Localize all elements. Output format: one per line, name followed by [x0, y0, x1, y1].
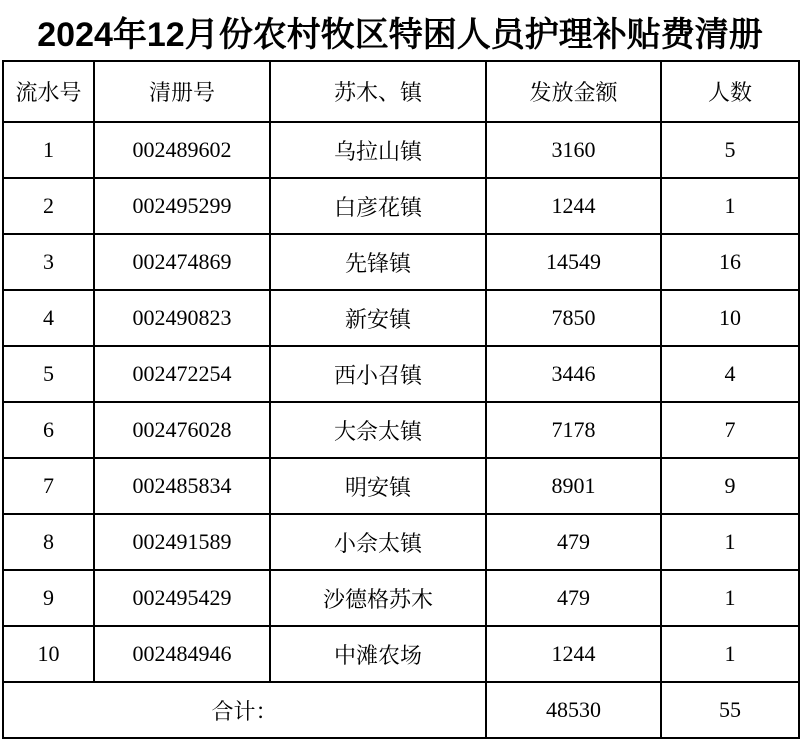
cell-register: 002485834 [94, 458, 270, 514]
table-row [3, 458, 799, 514]
cell-serial: 6 [3, 402, 94, 458]
cell-town: 沙德格苏木 [270, 570, 486, 626]
cell-register: 002490823 [94, 290, 270, 346]
cell-register: 002474869 [94, 234, 270, 290]
cell-register: 002476028 [94, 402, 270, 458]
column-header-amount: 发放金额 [486, 61, 661, 122]
table-header [3, 61, 799, 122]
table-row [3, 570, 799, 626]
cell-register: 002495299 [94, 178, 270, 234]
page-title: 2024年12月份农村牧区特困人员护理补贴费清册 [37, 15, 763, 54]
cell-people: 4 [661, 346, 799, 402]
cell-register: 002472254 [94, 346, 270, 402]
cell-town: 新安镇 [270, 290, 486, 346]
cell-people: 10 [661, 290, 799, 346]
cell-amount: 1244 [486, 178, 661, 234]
cell-amount: 1244 [486, 626, 661, 682]
total-row [3, 682, 799, 738]
cell-town: 明安镇 [270, 458, 486, 514]
table-footer [3, 682, 799, 738]
cell-amount: 14549 [486, 234, 661, 290]
cell-town: 先锋镇 [270, 234, 486, 290]
total-people: 55 [661, 682, 799, 738]
column-header-serial: 流水号 [3, 61, 94, 122]
cell-serial: 5 [3, 346, 94, 402]
cell-people: 1 [661, 626, 799, 682]
table-row [3, 402, 799, 458]
cell-register: 002495429 [94, 570, 270, 626]
table-row [3, 346, 799, 402]
cell-serial: 9 [3, 570, 94, 626]
cell-serial: 8 [3, 514, 94, 570]
cell-serial: 4 [3, 290, 94, 346]
cell-serial: 3 [3, 234, 94, 290]
column-header-register: 清册号 [94, 61, 270, 122]
cell-town: 白彦花镇 [270, 178, 486, 234]
cell-register: 002484946 [94, 626, 270, 682]
cell-people: 16 [661, 234, 799, 290]
cell-amount: 7850 [486, 290, 661, 346]
cell-people: 1 [661, 570, 799, 626]
cell-serial: 2 [3, 178, 94, 234]
cell-people: 1 [661, 514, 799, 570]
cell-amount: 479 [486, 570, 661, 626]
cell-town: 乌拉山镇 [270, 122, 486, 178]
cell-people: 1 [661, 178, 799, 234]
cell-amount: 479 [486, 514, 661, 570]
cell-serial: 7 [3, 458, 94, 514]
subsidy-register-table [2, 60, 800, 739]
cell-serial: 10 [3, 626, 94, 682]
cell-town: 中滩农场 [270, 626, 486, 682]
cell-amount: 8901 [486, 458, 661, 514]
table-row [3, 290, 799, 346]
cell-town: 大佘太镇 [270, 402, 486, 458]
cell-people: 7 [661, 402, 799, 458]
table-body [3, 122, 799, 682]
table-row [3, 122, 799, 178]
total-amount: 48530 [486, 682, 661, 738]
table-row [3, 626, 799, 682]
table-row [3, 514, 799, 570]
cell-serial: 1 [3, 122, 94, 178]
cell-people: 5 [661, 122, 799, 178]
cell-amount: 3160 [486, 122, 661, 178]
table-row [3, 178, 799, 234]
cell-register: 002491589 [94, 514, 270, 570]
cell-town: 小佘太镇 [270, 514, 486, 570]
total-label: 合计： [3, 682, 486, 738]
cell-amount: 3446 [486, 346, 661, 402]
table-row [3, 234, 799, 290]
cell-register: 002489602 [94, 122, 270, 178]
cell-town: 西小召镇 [270, 346, 486, 402]
cell-people: 9 [661, 458, 799, 514]
column-header-people: 人数 [661, 61, 799, 122]
header-row [3, 61, 799, 122]
column-header-town: 苏木、镇 [270, 61, 486, 122]
cell-amount: 7178 [486, 402, 661, 458]
